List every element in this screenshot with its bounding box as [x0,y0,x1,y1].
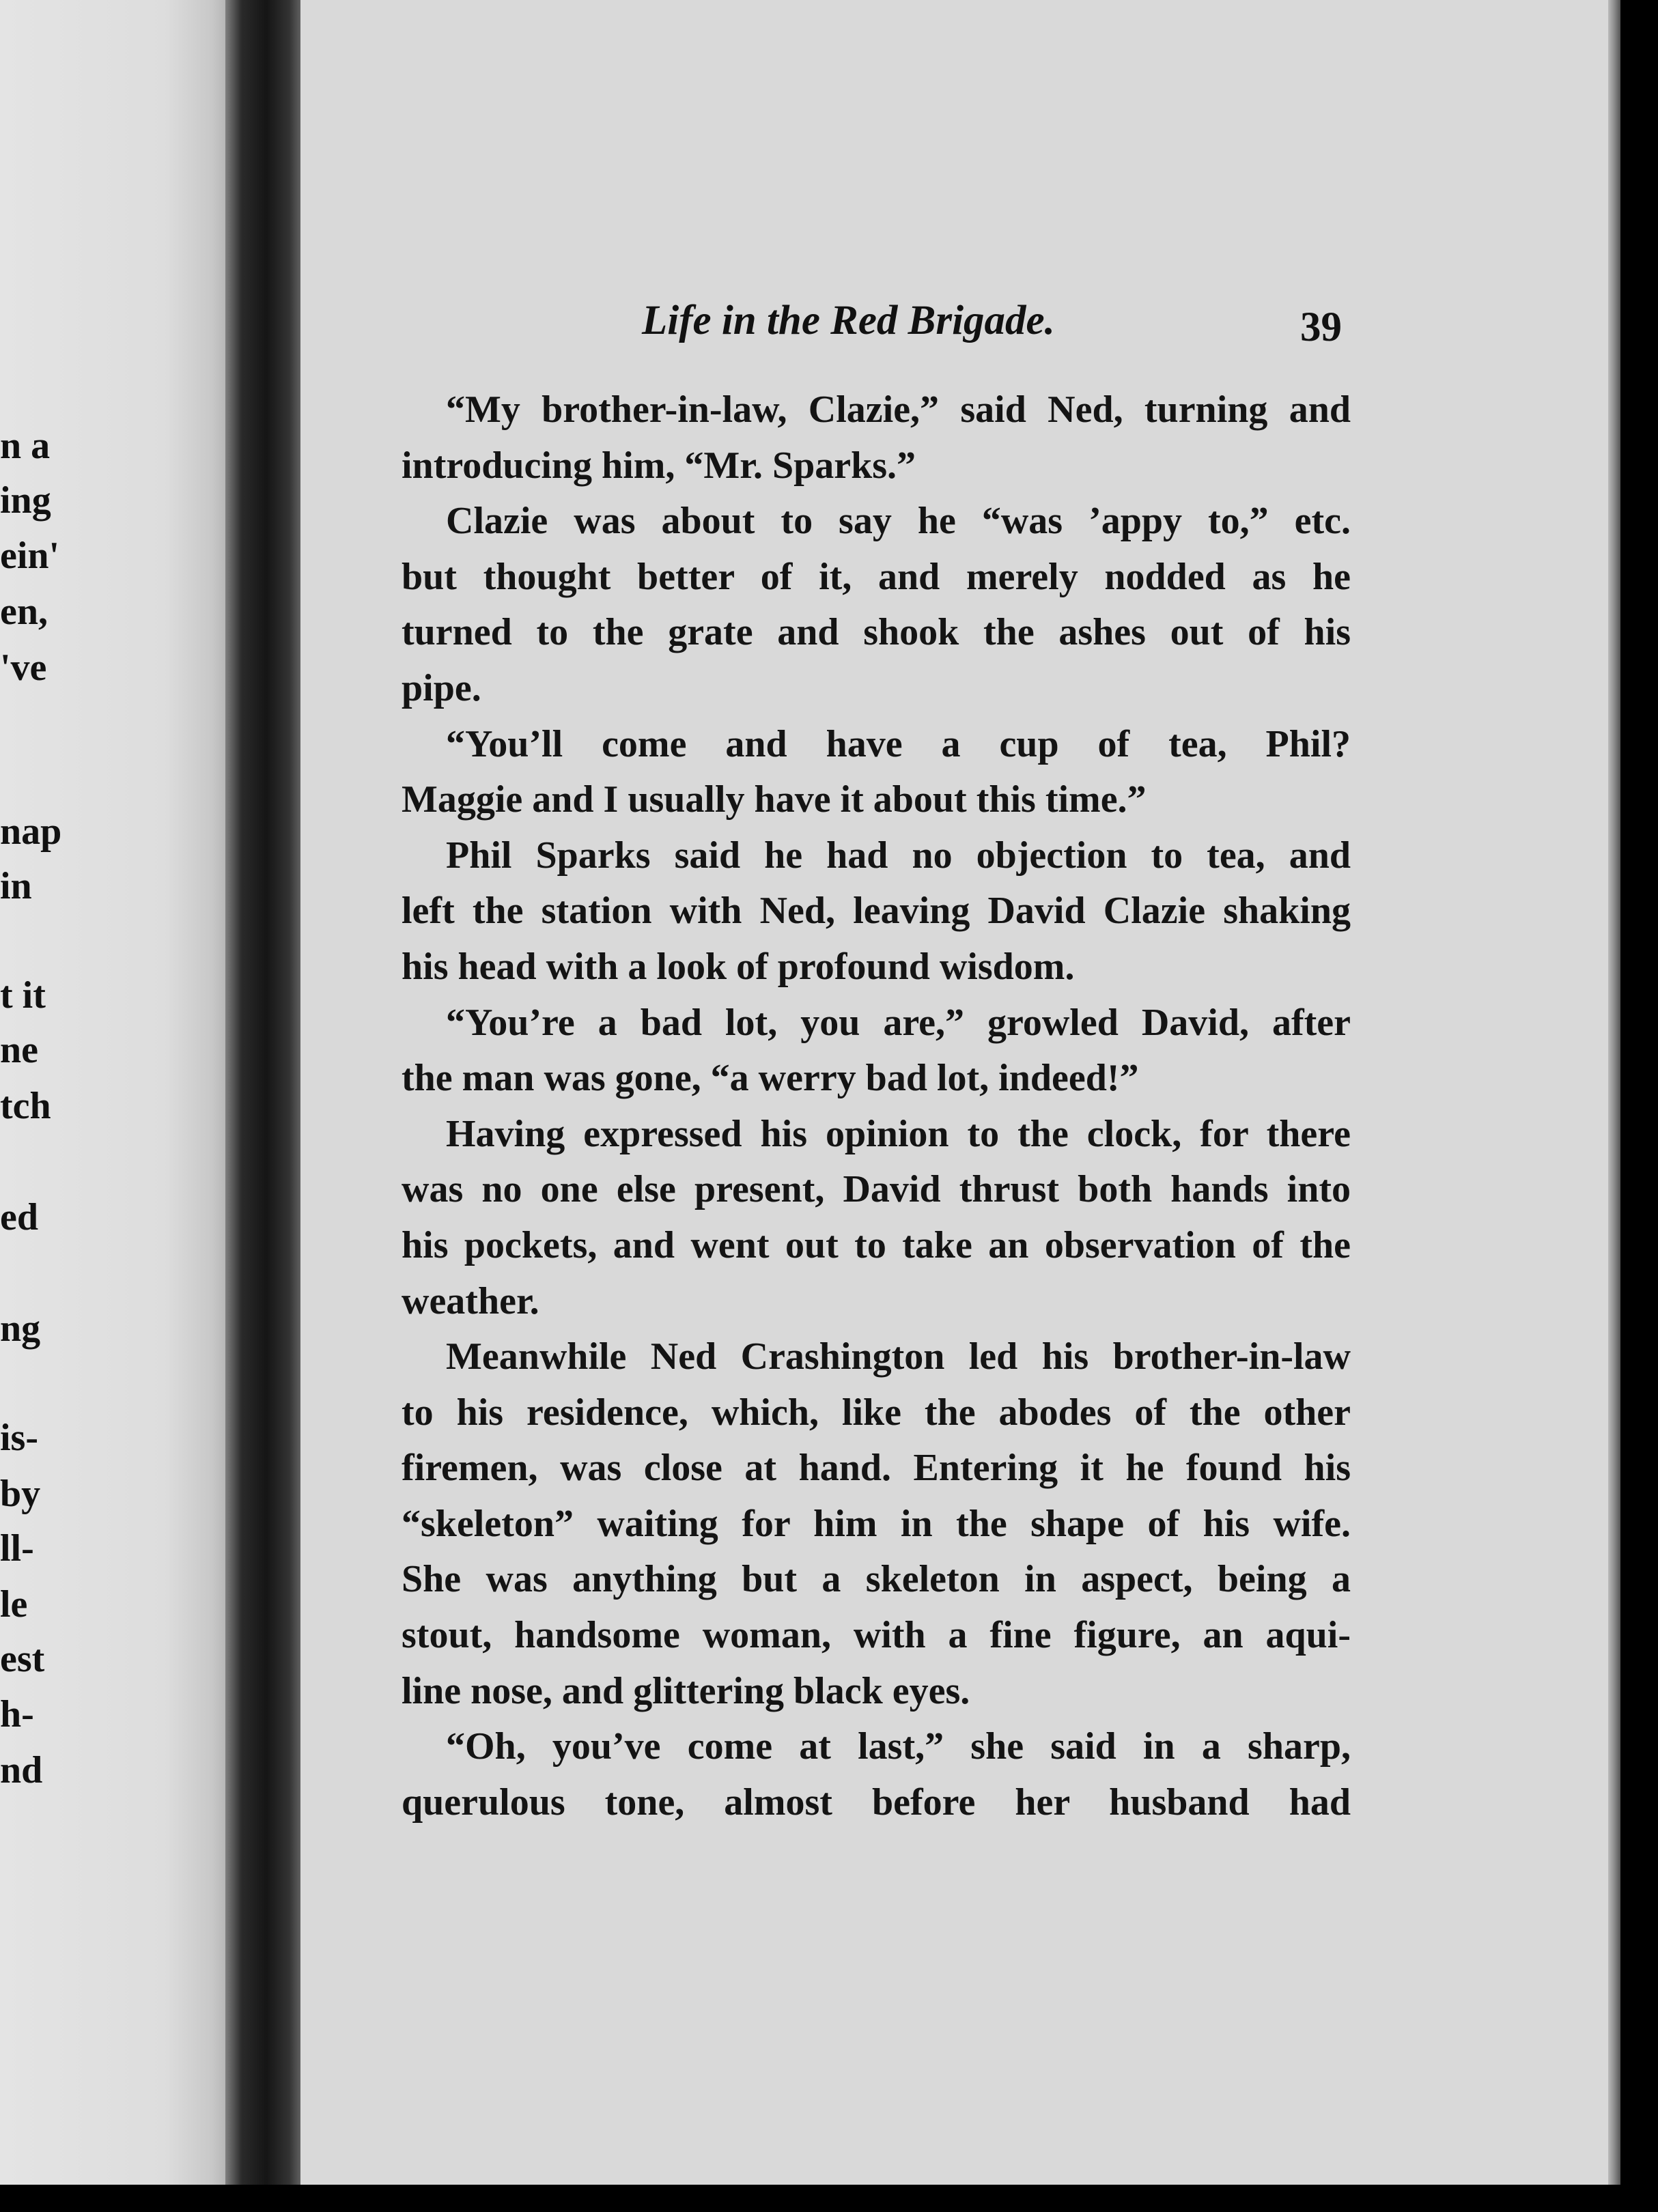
text-line: left the station with Ned, leaving David Clazie shaking [402,890,1351,933]
text-line: She was anything but a skeleton in aspect, being a [402,1558,1351,1601]
facing-page-fragment: ing [0,479,51,522]
text-line: Phil Sparks said he had no objection to tea, and [446,834,1351,877]
facing-page-fragment: n a [0,425,51,467]
text-line: turned to the grate and shook the ashes out of his [402,611,1351,654]
facing-page-fragment: le [0,1583,28,1626]
facing-page-fragment: is- [0,1417,38,1459]
text-line: “My brother-in-law, Clazie,” said Ned, turning and [446,388,1351,431]
text-line: pipe. [402,666,481,709]
text-line: Clazie was about to say he “was ’appy to,” etc. [446,500,1351,543]
text-line: “Oh, you’ve come at last,” she said in a sharp, [446,1725,1351,1768]
text-line: line nose, and glittering black eyes. [402,1669,970,1712]
facing-page-edge [0,0,236,2185]
facing-page-fragment: tch [0,1085,51,1127]
facing-page-fragment: en, [0,591,48,633]
text-line: weather. [402,1279,539,1322]
facing-page-fragment: nd [0,1749,43,1791]
text-line: stout, handsome woman, with a fine figure, an aqui- [402,1614,1351,1657]
text-line: Having expressed his opinion to the clock, for there [446,1112,1351,1155]
text-line: introducing him, “Mr. Sparks.” [402,444,916,487]
facing-page-fragment: est [0,1638,45,1680]
facing-page-fragment: in [0,865,32,907]
facing-page-fragment: nap [0,810,62,853]
text-line: his head with a look of profound wisdom. [402,945,1075,988]
facing-page-fragment: ll- [0,1527,34,1570]
text-line: “You’re a bad lot, you are,” growled David, after [446,1001,1351,1044]
text-line: his pockets, and went out to take an observation of the [402,1223,1351,1266]
text-line: Meanwhile Ned Crashington led his brother-in-law [446,1335,1351,1378]
facing-page-fragment: ng [0,1307,41,1350]
facing-page-fragment: by [0,1473,41,1515]
facing-page-fragment: t it [0,974,46,1017]
facing-page-fragment: ed [0,1196,38,1238]
text-line: firemen, was close at hand. Entering it he found his [402,1447,1351,1490]
body-text [402,382,1351,1830]
facing-page-fragment: h- [0,1693,34,1735]
text-line: to his residence, which, like the abodes of the other [402,1391,1351,1434]
facing-page-fragment: 've [0,647,47,689]
text-line: “You’ll come and have a cup of tea, Phil? [446,722,1351,765]
facing-page-fragment: ein' [0,535,60,577]
text-line: Maggie and I usually have it about this time.” [402,778,1147,821]
text-line: but thought better of it, and merely nodded as he [402,555,1351,598]
book-gutter [225,0,307,2185]
page-number: 39 [1300,304,1342,350]
text-line: was no one else present, David thrust both hands into [402,1168,1351,1211]
facing-page-fragment: ne [0,1029,38,1071]
text-line: “skeleton” waiting for him in the shape of his wife. [402,1502,1351,1545]
text-line: querulous tone, almost before her husband had [402,1781,1351,1824]
page-edge [1608,0,1620,2185]
running-head: Life in the Red Brigade. [642,298,1055,343]
text-line: the man was gone, “a werry bad lot, indeed!” [402,1057,1139,1100]
